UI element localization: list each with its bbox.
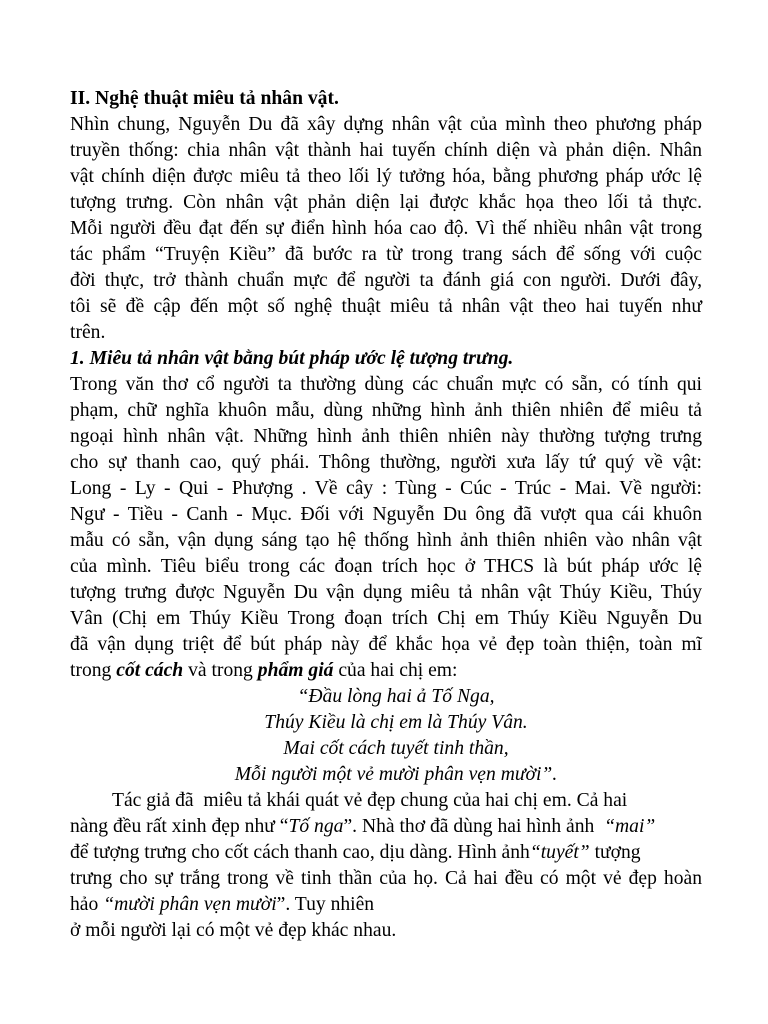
paragraph-line: tượng trưng. Còn nhân vật phản diện lại được khắc họa theo lối tả thực. [70, 192, 702, 213]
paragraph-line [70, 814, 702, 840]
paragraph-line [70, 840, 702, 866]
paragraph-line: Tác giả đã miêu tả khái quát vẻ đẹp chung của hai chị em. Cả hai [112, 790, 628, 811]
subsection-heading: 1. Miêu tả nhân vật bằng bút pháp ước lệ tượng trưng. [70, 348, 514, 369]
emphasis-text: “mai” [604, 816, 656, 837]
body-paragraph [70, 372, 702, 684]
paragraph-line: đã vận dụng triệt để bút pháp này để khắc họa vẻ đẹp toàn thiện, toàn mĩ [70, 634, 702, 655]
analysis-paragraph [70, 788, 702, 944]
section-heading: II. Nghệ thuật miêu tả nhân vật. [70, 88, 339, 109]
paragraph-line: phạm, chữ nghĩa khuôn mẫu, dùng những hình ảnh thiên nhiên để miêu tả [70, 400, 702, 421]
paragraph-line: trưng cho sự trắng trong về tinh thần của họ. Cả hai đều có một vẻ đẹp hoàn [70, 868, 702, 889]
paragraph-line: Nhìn chung, Nguyễn Du đã xây dựng nhân vật của mình theo phương pháp [70, 114, 702, 135]
paragraph-line: trên. [70, 322, 106, 343]
paragraph-line: ngoại hình nhân vật. Những hình ảnh thiên nhiên này thường tượng trưng [70, 426, 702, 447]
paragraph-line: vật chính diện được miêu tả theo lối lý tưởng hóa, bằng phương pháp ước lệ [70, 166, 702, 187]
emphasis-text: cốt cách [116, 660, 184, 681]
paragraph-line: cho sự thanh cao, quý phái. Thông thường, người xưa lấy tứ quý về vật: [70, 452, 702, 473]
poem-line: Mai cốt cách tuyết tinh thần, [283, 738, 509, 759]
emphasis-text: Tố nga [288, 816, 344, 837]
paragraph-line [70, 658, 702, 684]
text-run: và trong [183, 660, 258, 681]
paragraph-line: Trong văn thơ cổ người ta thường dùng các chuẩn mực có sẵn, có tính qui [70, 374, 702, 395]
paragraph-line [70, 892, 702, 918]
paragraph-line: truyền thống: chia nhân vật thành hai tuyến chính diện và phản diện. Nhân [70, 140, 702, 161]
paragraph-line: tôi sẽ đề cập đến một số nghệ thuật miêu tả nhân vật theo hai tuyến như [70, 296, 702, 317]
poem-line: Thúy Kiều là chị em là Thúy Vân. [264, 712, 528, 733]
text-run: nàng đều rất xinh đẹp như “ [70, 816, 289, 837]
intro-paragraph [70, 112, 702, 346]
paragraph-line: đời thực, trở thành chuẩn mực để người ta đánh giá con người. Dưới đây, [70, 270, 702, 291]
text-run: để tượng trưng cho cốt cách thanh cao, dịu dàng. Hình ảnh [70, 842, 530, 863]
paragraph-line: tác phẩm “Truyện Kiều” đã bước ra từ trong trang sách để sống với cuộc [70, 244, 702, 265]
text-run: của hai chị em: [333, 660, 458, 681]
emphasis-text: phẩm giá [257, 660, 334, 681]
paragraph-line: ở mỗi người lại có một vẻ đẹp khác nhau. [70, 920, 397, 941]
text-run: trong [70, 660, 117, 681]
text-run: ”. Nhà thơ đã dùng hai hình ảnh [343, 816, 605, 837]
paragraph-line: Vân (Chị em Thúy Kiều Trong đoạn trích Chị em Thúy Kiều Nguyễn Du [70, 608, 702, 629]
paragraph-line: Long - Ly - Qui - Phượng . Về cây : Tùng - Cúc - Trúc - Mai. Về người: [70, 478, 702, 499]
text-run: hảo [70, 894, 104, 915]
poem-line: Mỗi người một vẻ mười phân vẹn mười”. [234, 764, 558, 785]
poem-line: “Đầu lòng hai ả Tố Nga, [297, 686, 495, 707]
paragraph-line: của mình. Tiêu biểu trong các đoạn trích học ở THCS là bút pháp ước lệ [70, 556, 702, 577]
paragraph-line: Mỗi người đều đạt đến sự điển hình hóa cao độ. Vì thế nhiều nhân vật trong [70, 218, 702, 239]
paragraph-line: tượng trưng được Nguyễn Du vận dụng miêu tả nhân vật Thúy Kiều, Thúy [70, 582, 702, 603]
poem-quote [70, 684, 702, 788]
document-page [70, 86, 702, 944]
text-run: ”. Tuy nhiên [276, 894, 375, 915]
text-run: tượng [589, 842, 641, 863]
emphasis-text: “mười phân vẹn mười [103, 894, 277, 915]
paragraph-line: mẫu có sẵn, vận dụng sáng tạo hệ thống hình ảnh thiên nhiên vào nhân vật [70, 530, 702, 551]
emphasis-text: “tuyết” [529, 842, 590, 863]
paragraph-line: Ngư - Tiều - Canh - Mục. Đối với Nguyễn Du ông đã vượt qua cái khuôn [70, 504, 702, 525]
